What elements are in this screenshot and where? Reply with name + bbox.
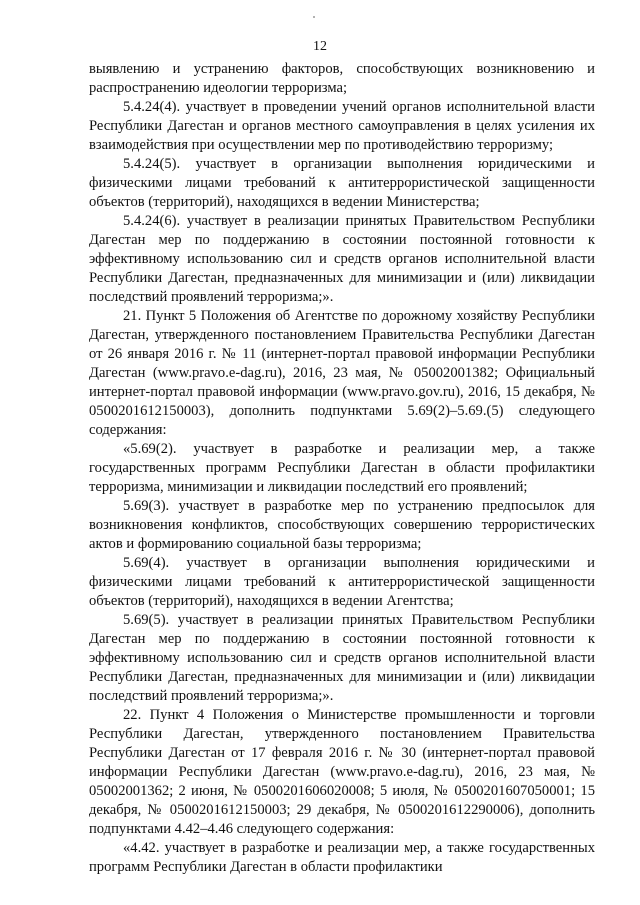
paragraph-5-69-3: 5.69(3). участвует в разработке мер по устранению предпосылок для возникновения конфликтов, способствующих совершению террористических актов и формированию социальной базы терроризма; <box>89 498 595 552</box>
paragraph-5-69-2: «5.69(2). участвует в разработке и реализации мер, а также государственных программ Республики Дагестан в области профилактики терроризма, минимизации и ликвидации последствий его проявлений; <box>89 441 595 495</box>
paragraph-5-4-24-5: 5.4.24(5). участвует в организации выполнения юридическими и физическими лицами требований к антитеррористической защищенности объектов (территорий), находящихся в ведении Министерства; <box>89 156 595 210</box>
paragraph-5-69-5: 5.69(5). участвует в реализации принятых Правительством Республики Дагестан мер по поддержанию в состоянии постоянной готовности к эффективному использованию сил и средств органов исполнительной власти Республики Дагестан, предназначенных для минимизации и (или) ликвидации последствий проявлений терроризма;». <box>89 612 595 704</box>
paragraph-item-22: 22. Пункт 4 Положения о Министерстве промышленности и торговли Республики Дагестан, утвержденного постановлением Правительства Республики Дагестан от 17 февраля 2016 г. № 30 (интернет-портал правовой информации Республики Дагестан (www.pravo.e-dag.ru), 2016, 23 мая, № 05002001362; 2 июня, № 0500201606020008; 5 июля, № 0500201607050001; 15 декабря, № 0500201612150003; 29 декабря, № 0500201612290006), дополнить подпунктами 4.42–4.46 следующего содержания: <box>89 707 595 837</box>
document-body <box>89 60 595 877</box>
paragraph-5-4-24-6: 5.4.24(6). участвует в реализации принятых Правительством Республики Дагестан мер по поддержанию в состоянии постоянной готовности к эффективному использованию сил и средств органов исполнительной власти Республики Дагестан, предназначенных для минимизации и (или) ликвидации последствий проявлений терроризма;». <box>89 213 595 305</box>
paragraph-item-21: 21. Пункт 5 Положения об Агентстве по дорожному хозяйству Республики Дагестан, утвержденного постановлением Правительства Республики Дагестан от 26 января 2016 г. № 11 (интернет-портал правовой информации Республики Дагестан (www.pravo.e-dag.ru), 2016, 23 мая, № 05002001382; Официальный интернет-портал правовой информации (www.pravo.gov.ru), 2016, 15 декабря, № 0500201612150003), дополнить подпунктами 5.69(2)–5.69.(5) следующего содержания: <box>89 308 595 438</box>
paragraph-continuation: выявлению и устранению факторов, способствующих возникновению и распространению идеологии терроризма; <box>89 61 595 96</box>
scan-speck <box>313 16 315 18</box>
paragraph-5-4-24-4: 5.4.24(4). участвует в проведении учений органов исполнительной власти Республики Дагестан и органов местного самоуправления в целях усиления их взаимодействия при осуществлении мер по противодействию терроризму; <box>89 99 595 153</box>
paragraph-4-42: «4.42. участвует в разработке и реализации мер, а также государственных программ Республики Дагестан в области профилактики <box>89 840 595 875</box>
page-number: 12 <box>313 39 327 54</box>
paragraph-5-69-4: 5.69(4). участвует в организации выполнения юридическими и физическими лицами требований к антитеррористической защищенности объектов (территорий), находящихся в ведении Агентства; <box>89 555 595 609</box>
